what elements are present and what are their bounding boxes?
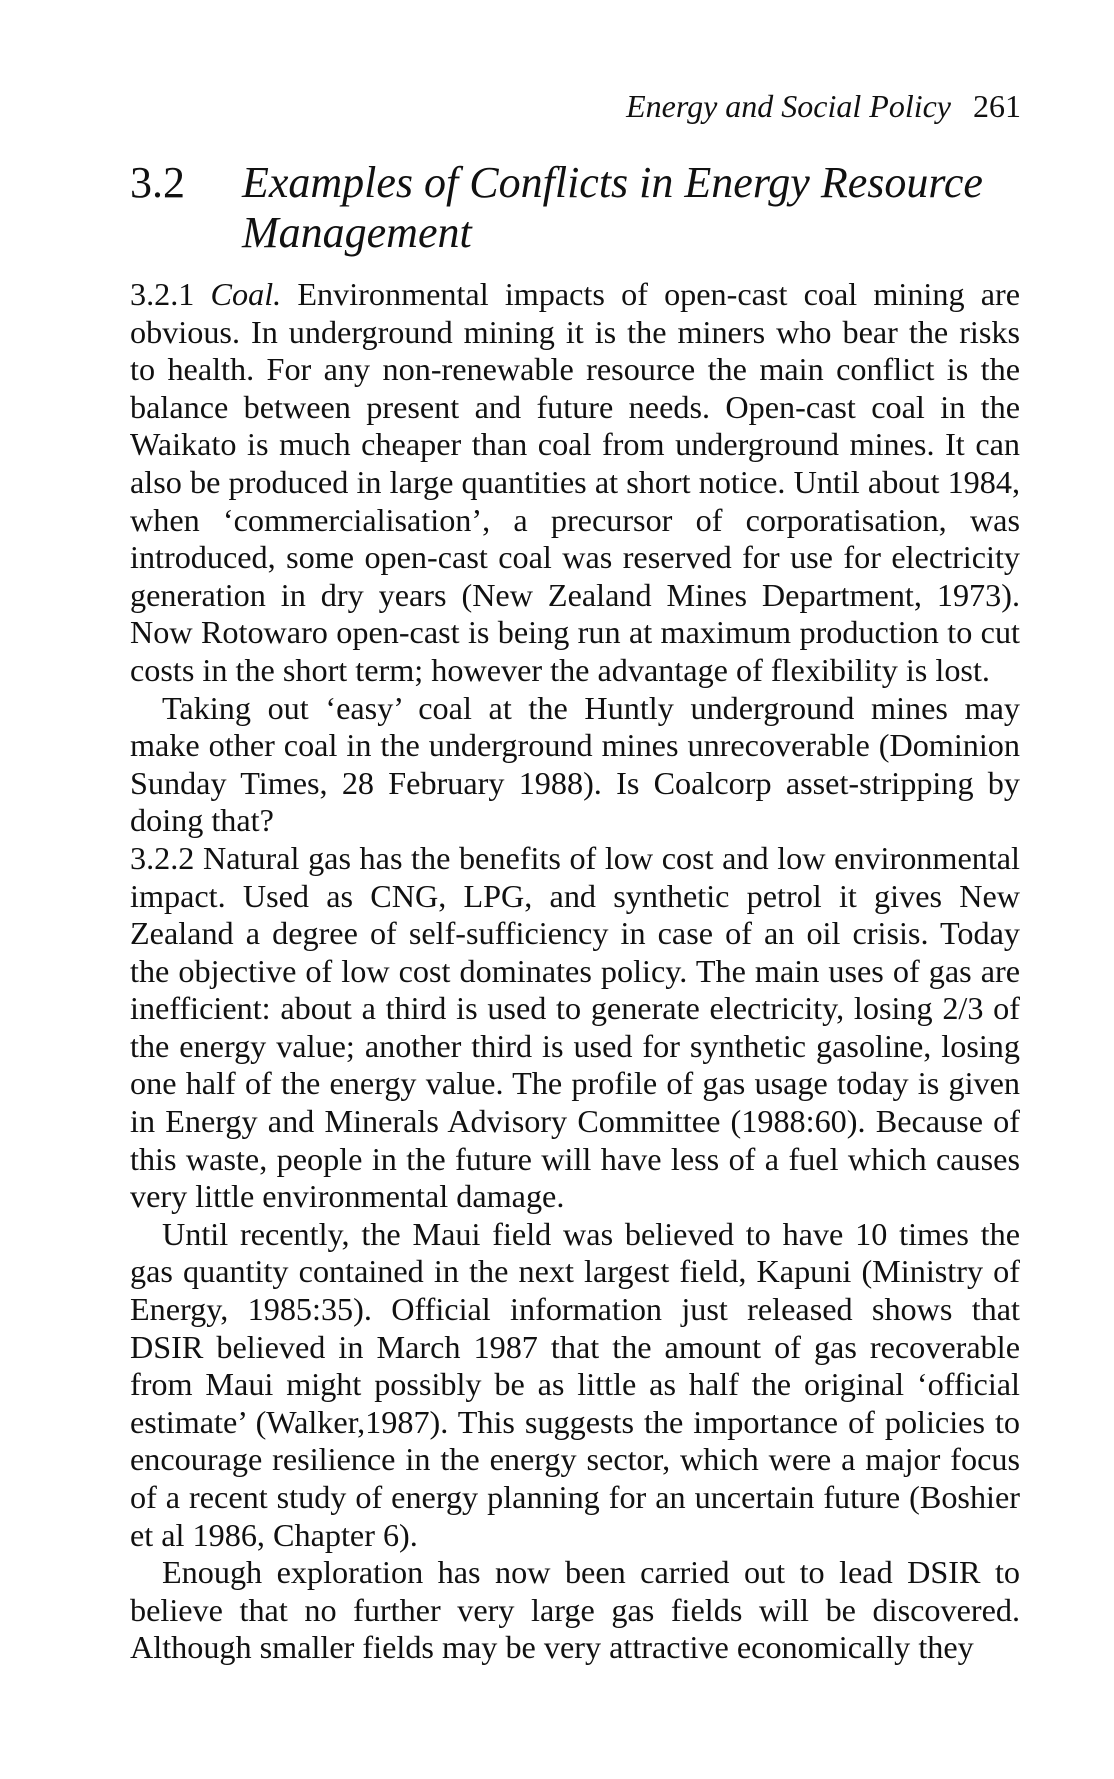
section-title: Examples of Conflicts in Energy Resource Management <box>242 158 983 257</box>
section-number: 3.2 <box>130 158 185 207</box>
section-heading <box>130 158 1030 258</box>
paragraph-coal-number: 3.2.1 <box>130 276 195 312</box>
running-head <box>626 86 1021 126</box>
paragraph-natural-gas: 3.2.2 Natural gas has the benefits of low cost and low environmental impact. Used as CNG, LPG, and synthetic petrol it gives New Zealand a degree of self-sufficiency in case of an oil crisis. Today the objective of low cost dominates policy. The main uses of gas are inefficient: about a third is used to generate electricity, losing 2/3 of the energy value; another third is used for synthetic gasoline, losing one half of the energy value. The profile of gas usage today is given in Energy and Minerals Advisory Committee (1988:60). Because of this waste, people in the future will have less of a fuel which causes very little environmental damage. <box>130 839 1020 1215</box>
paragraph-coal-label: Coal. <box>210 276 282 312</box>
running-head-title: Energy and Social Policy <box>626 88 951 124</box>
paragraph-exploration: Enough exploration has now been carried out to lead DSIR to believe that no further very large gas fields will be discovered. Although smaller fields may be very attractive economically they <box>130 1554 1020 1666</box>
page-number: 261 <box>973 88 1021 124</box>
paragraph-huntly: Taking out ‘easy’ coal at the Huntly underground mines may make other coal in the underground mines unrecoverable (Dominion Sunday Times, 28 February 1988). Is Coalcorp asset-stripping by doing that? <box>130 689 1020 839</box>
paragraph-maui-field: Until recently, the Maui field was believed to have 10 times the gas quantity contained in the next largest field, Kapuni (Ministry of Energy, 1985:35). Official information just released shows that DSIR believed in March 1987 that the amount of gas recoverable from Maui might possibly be as little as half the original ‘official estimate’ (Walker,1987). This suggests the importance of policies to encourage resilience in the energy sector, which were a major focus of a recent study of energy planning for an uncertain future (Boshier et al 1986, Chapter 6). <box>130 1215 1020 1553</box>
paragraph-coal <box>130 276 1020 690</box>
body-text <box>130 276 1020 1667</box>
paragraph-coal-text: Environmental impacts of open-cast coal mining are obvious. In underground mining it is the miners who bear the risks to health. For any non-renewable resource the main conflict is the balance between present and future needs. Open-cast coal in the Waikato is much cheaper than coal from underground mines. It can also be produced in large quantities at short notice. Until about 1984, when ‘commercialisation’, a precursor of corporatisation, was introduced, some open-cast coal was reserved for use for electricity generation in dry years (New Zealand Mines Department, 1973). Now Rotowaro open-cast is being run at maximum production to cut costs in the short term; however the advantage of flexibility is lost. <box>130 276 1021 688</box>
